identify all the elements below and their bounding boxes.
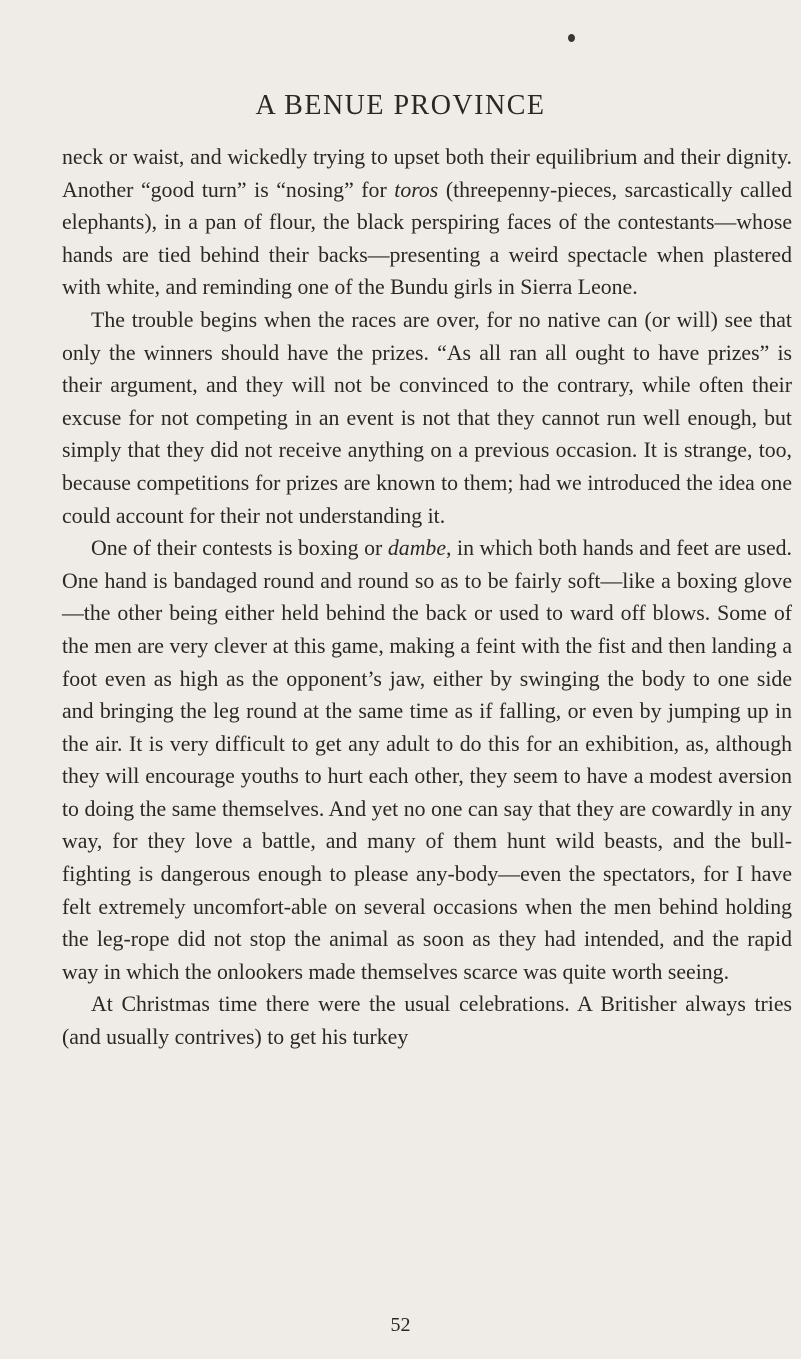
- page-number: 52: [390, 1314, 411, 1336]
- italic-term: toros: [394, 177, 439, 202]
- text-segment: The trouble begins when the races are over, for no native can (or will) see that only the winners should have the prizes. “As all ran all ought to have prizes” is their argument, and they will not be convinced to the contrary, while often their excuse for not competing in an event is not that they cannot run well enough, but simply that they did not receive anything on a previous occasion. It is strange, too, because competitions for prizes are known to them; had we introduced the idea one could account for their not understanding it.: [62, 307, 792, 528]
- paragraph: [62, 532, 792, 988]
- text-segment: One of their contests is boxing or: [91, 536, 388, 561]
- text-segment: , in which both hands and feet are used. One hand is bandaged round and round so as to be fairly soft—like a boxing glove—the other being either held behind the back or used to ward off blows. Some of the men are very clever at this game, making a feint with the fist and then landing a foot even as high as the opponent’s jaw, either by swinging the body to one side and bringing the leg round at the same time as if falling, or even by jumping up in the air. It is very difficult to get any adult to do this for an exhibition, as, although they will encourage youths to hurt each other, they seem to have a modest aversion to doing the same themselves. And yet no one can say that they are cowardly in any way, for they love a battle, and many of them hunt wild beasts, and the bull-fighting is dangerous enough to please any-body—even the spectators, for I have felt extremely uncomfort-able on several occasions when the men behind holding the leg-rope did not stop the animal as soon as they had intended, and the rapid way in which the onlookers made themselves scarce was quite worth seeing.: [62, 536, 793, 984]
- body-text: [62, 141, 792, 1054]
- italic-term: dambe: [387, 536, 447, 561]
- ink-dot-mark: [568, 34, 575, 42]
- paragraph: [62, 141, 792, 304]
- paragraph: [62, 988, 792, 1053]
- text-segment: (threepenny-pieces, sarcastically called elephants), in a pan of flour, the black perspiring faces of the contestants—whose hands are tied behind their backs—presenting a weird spectacle when plastered with white, and reminding one of the Bundu girls in Sierra Leone.: [62, 177, 792, 300]
- text-segment: At Christmas time there were the usual celebrations. A Britisher always tries (and usually contrives) to get his turkey: [62, 992, 792, 1050]
- running-head: A BENUE PROVINCE: [255, 90, 546, 121]
- paragraph: [62, 304, 792, 532]
- text-segment: neck or waist, and wickedly trying to upset both their equilibrium and their dignity. Another “good turn” is “nosing” for: [62, 145, 792, 202]
